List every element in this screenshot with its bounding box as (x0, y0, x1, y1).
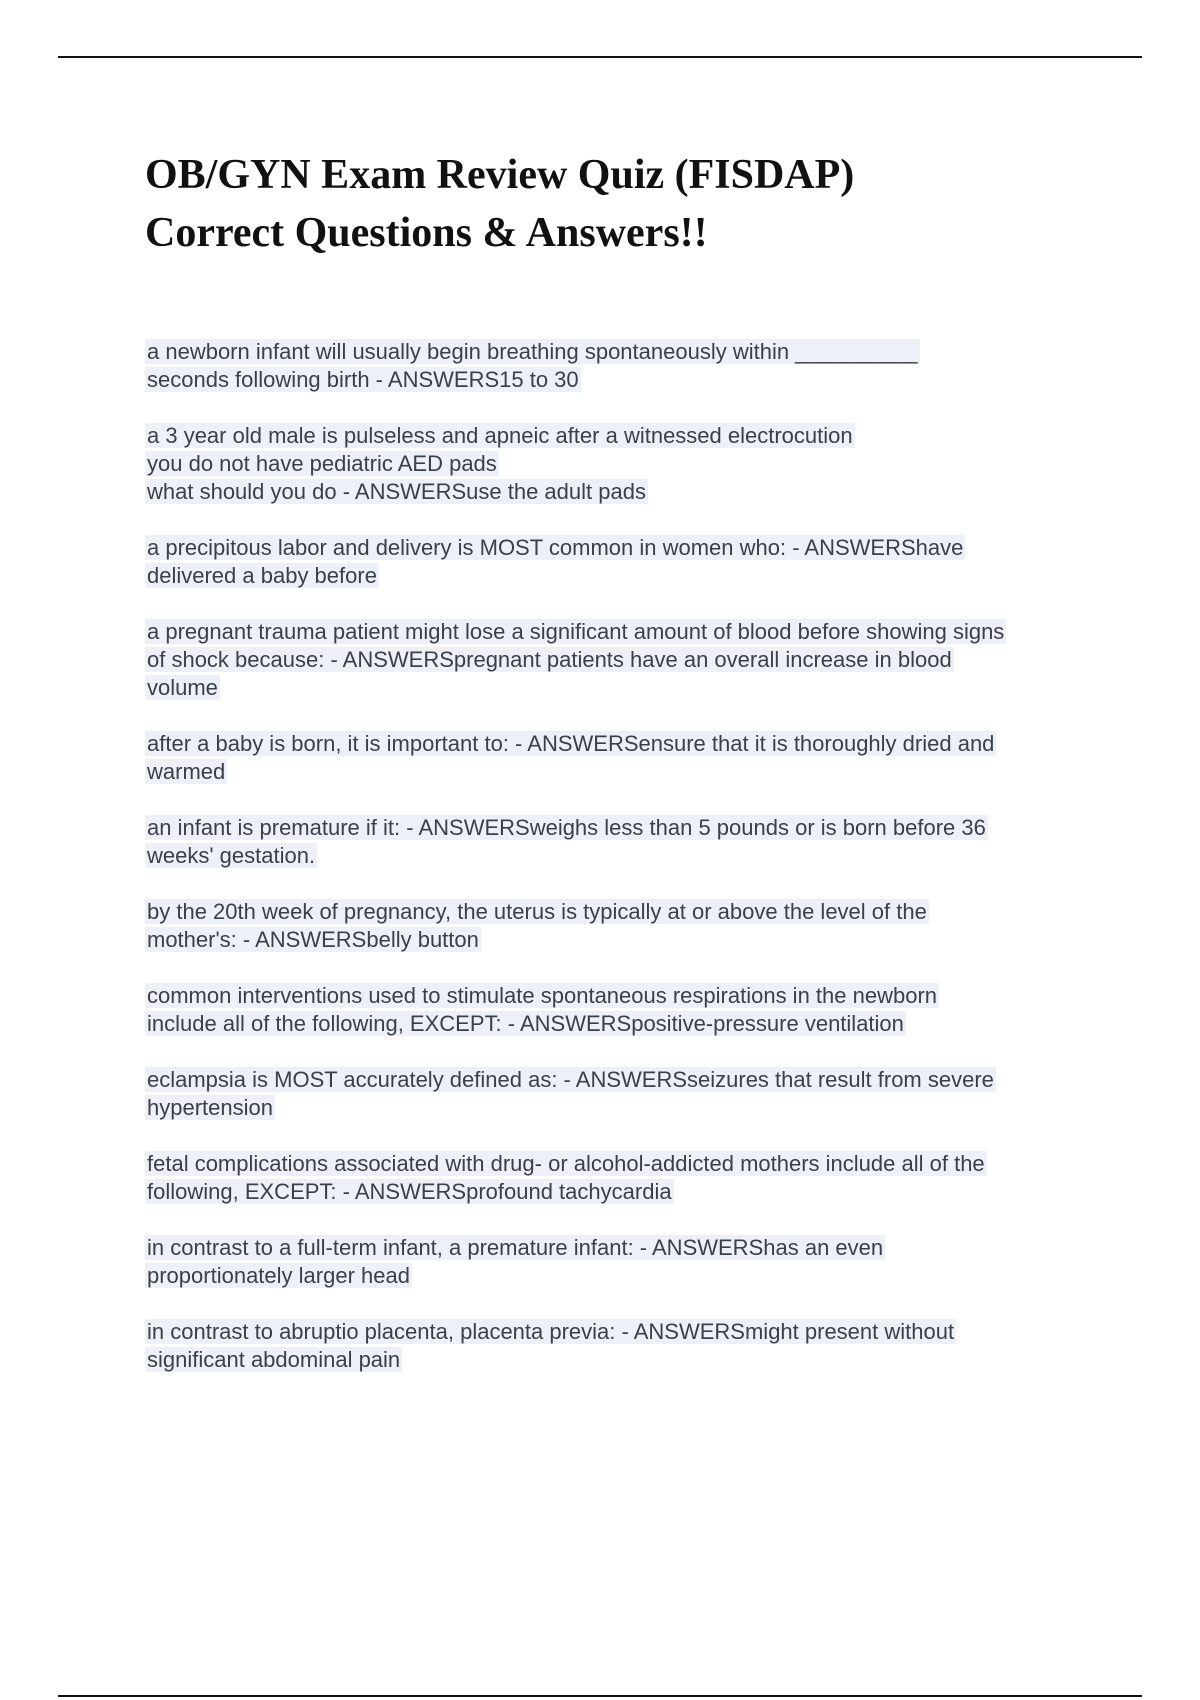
qa-line (145, 1094, 1095, 1122)
qa-line-text: a newborn infant will usually begin breathing spontaneously within __________ (147, 339, 918, 364)
qa-line-text: what should you do - ANSWERSuse the adult pads (147, 479, 646, 504)
qa-line (145, 1346, 1095, 1374)
qa-line (145, 450, 1095, 478)
qa-line (145, 1010, 1095, 1038)
qa-line (145, 646, 1095, 674)
qa-line-text: by the 20th week of pregnancy, the uterus is typically at or above the level of the (147, 899, 927, 924)
qa-line (145, 674, 1095, 702)
qa-line (145, 534, 1095, 562)
title-line-1: OB/GYN Exam Review Quiz (FISDAP) (145, 152, 855, 198)
qa-line (145, 422, 1095, 450)
qa-line (145, 366, 1095, 394)
qa-line (145, 1178, 1095, 1206)
qa-line-text: weeks' gestation. (147, 843, 316, 868)
qa-line-text: common interventions used to stimulate spontaneous respirations in the newborn (147, 983, 938, 1008)
qa-item (145, 814, 1095, 870)
qa-line (145, 338, 1095, 366)
qa-line-text: a 3 year old male is pulseless and apneic after a witnessed electrocution (147, 423, 853, 448)
qa-line (145, 562, 1095, 590)
qa-line-text: volume (147, 675, 218, 700)
qa-line-text: hypertension (147, 1095, 273, 1120)
qa-line (145, 1318, 1095, 1346)
bottom-rule (58, 1695, 1142, 1697)
top-rule (58, 56, 1142, 58)
qa-line (145, 1150, 1095, 1178)
qa-item (145, 1066, 1095, 1122)
qa-line (145, 814, 1095, 842)
qa-line (145, 758, 1095, 786)
qa-item (145, 534, 1095, 590)
qa-line-text: a precipitous labor and delivery is MOST common in women who: - ANSWERShave (147, 535, 964, 560)
qa-line (145, 730, 1095, 758)
qa-line-text: fetal complications associated with drug- or alcohol-addicted mothers include all of the (147, 1151, 985, 1176)
qa-item (145, 898, 1095, 954)
qa-item (145, 1150, 1095, 1206)
qa-line-text: of shock because: - ANSWERSpregnant patients have an overall increase in blood (147, 647, 952, 672)
qa-line (145, 898, 1095, 926)
qa-line-text: after a baby is born, it is important to: - ANSWERSensure that it is thoroughly dried and (147, 731, 995, 756)
qa-line (145, 842, 1095, 870)
qa-item (145, 422, 1095, 506)
qa-line-text: seconds following birth - ANSWERS15 to 30 (147, 367, 579, 392)
qa-line-text: mother's: - ANSWERSbelly button (147, 927, 479, 952)
qa-line (145, 1066, 1095, 1094)
qa-line-text: proportionately larger head (147, 1263, 410, 1288)
qa-line-text: delivered a baby before (147, 563, 377, 588)
qa-line-text: following, EXCEPT: - ANSWERSprofound tachycardia (147, 1179, 672, 1204)
qa-line (145, 618, 1095, 646)
qa-line (145, 1234, 1095, 1262)
qa-line-text: warmed (147, 759, 226, 784)
qa-item (145, 982, 1095, 1038)
qa-line-text: an infant is premature if it: - ANSWERSweighs less than 5 pounds or is born before 36 (147, 815, 986, 840)
title-line-2: Correct Questions & Answers!! (145, 210, 708, 256)
document-title (145, 146, 1105, 262)
qa-line-text: in contrast to a full-term infant, a premature infant: - ANSWERShas an even (147, 1235, 884, 1260)
qa-list (145, 338, 1095, 1402)
qa-line-text: you do not have pediatric AED pads (147, 451, 497, 476)
qa-line (145, 478, 1095, 506)
qa-line (145, 982, 1095, 1010)
qa-item (145, 618, 1095, 702)
qa-line-text: eclampsia is MOST accurately defined as: - ANSWERSseizures that result from severe (147, 1067, 994, 1092)
qa-line-text: a pregnant trauma patient might lose a significant amount of blood before showing signs (147, 619, 1005, 644)
qa-item (145, 1234, 1095, 1290)
qa-item (145, 1318, 1095, 1374)
qa-line-text: in contrast to abruptio placenta, placenta previa: - ANSWERSmight present without (147, 1319, 955, 1344)
qa-line-text: include all of the following, EXCEPT: - ANSWERSpositive-pressure ventilation (147, 1011, 904, 1036)
qa-line (145, 1262, 1095, 1290)
qa-line (145, 926, 1095, 954)
qa-item (145, 730, 1095, 786)
qa-line-text: significant abdominal pain (147, 1347, 401, 1372)
qa-item (145, 338, 1095, 394)
